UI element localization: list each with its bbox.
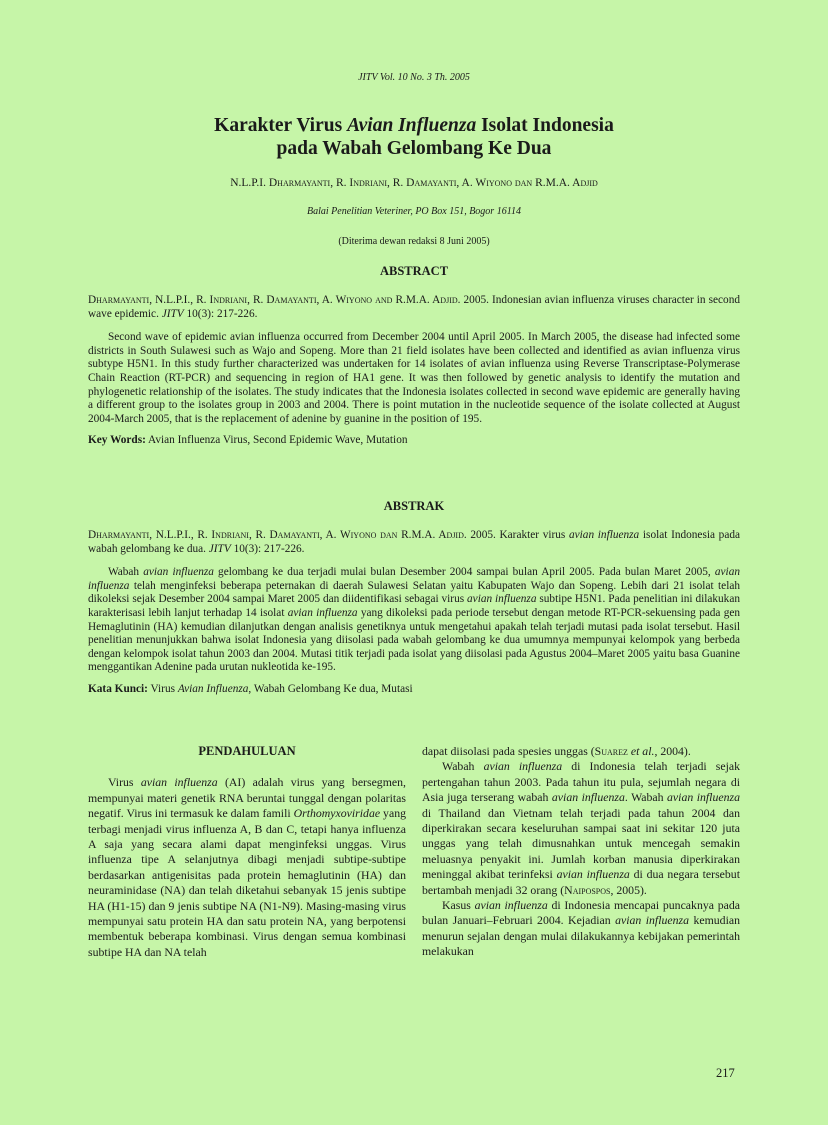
title-italic: Avian Influenza xyxy=(347,115,477,136)
intro-italic: avian influenza xyxy=(140,775,218,790)
abstrak-text: yang dikoleksi pada periode tersebut dengan metode RT-PCR-sekuensing pada gen Hemaglutinin (HA) kemudian dilanjutkan dengan analisis genetiknya untuk mengetahui apakah telah terjadi mutasi pada isolat tersebut. Hasil penelitian menunjukkan bahwa isolat Indonesia yang diisolasi pada wabah gelombang ke dua umumnya mempunyai kelompok yang berbeda dengan kelompok isolat tahun 2003 dan 2004. Mutasi titik terjadi pada isolat yang diisolasi pada Agustus 2004–Maret 2005 yaitu basa Guanine menggantikan Adenine pada urutan nukleotida ke-195. xyxy=(88,606,741,674)
abstrak-italic: avian influenza xyxy=(287,606,358,619)
abstract-block xyxy=(88,294,740,448)
right-paragraph-1 xyxy=(422,744,740,759)
right-text: di Thailand dan Vietnam telah terjadi pada tahun 2004 dan diperkirakan secara keseluruhan sampai saat ini sekitar 120 juta unggas yang telah dimusnahkan untuk mencegah semakin meluasnya penyakit ini. Jumlah korban manusia diperkirakan meninggal akibat terinfeksi xyxy=(422,805,740,882)
abstrak-block xyxy=(88,529,740,697)
right-citation-author: Suarez xyxy=(594,744,628,758)
abstrak-heading: ABSTRAK xyxy=(383,499,445,513)
citation-volume: 10(3): 217-226. xyxy=(183,307,258,320)
right-text: Kasus xyxy=(442,898,475,913)
right-text: . Wabah xyxy=(624,790,668,805)
title-text-b: Isolat Indonesia xyxy=(476,115,614,136)
right-italic: avian influenza xyxy=(667,790,740,805)
abstract-citation xyxy=(88,294,740,321)
abstrak-text: telah menginfeksi beberapa peternakan di daerah Sulawesi Selatan yaitu Kabupaten Wajo dan Sopeng. Lebih dari 21 isolat telah dikoleksi sejak Desember 2004 sampai Maret 2005 dan diidentifikasi sebagai virus xyxy=(88,579,740,606)
pendahuluan-heading: PENDAHULUAN xyxy=(198,744,296,758)
abstrak-italic: avian influenza xyxy=(88,566,740,592)
keywords-label: Key Words: xyxy=(88,434,146,447)
right-italic: avian influenza xyxy=(556,867,630,882)
right-paragraph-2 xyxy=(422,759,740,898)
abstrak-keywords xyxy=(88,683,740,697)
abstrak-italic: avian influenza xyxy=(143,566,214,579)
citation-text: . 2005. Indonesian avian influenza viruses character in second wave epidemic. xyxy=(88,294,741,320)
right-text: , 2005). xyxy=(610,882,647,897)
title-line-2: pada Wabah Gelombang Ke Dua xyxy=(276,138,552,159)
right-italic: et al. xyxy=(627,744,655,758)
intro-paragraph xyxy=(88,775,406,960)
journal-header: JITV Vol. 10 No. 3 Th. 2005 xyxy=(358,72,470,83)
right-text: kemudian menurun sejalan dengan mulai dilakukannya kebijakan pemerintah melakukan xyxy=(422,913,740,959)
right-citation-author: Naipospos xyxy=(564,882,611,897)
abstrak-text: Wabah xyxy=(108,566,144,579)
intro-text: (AI) adalah virus yang bersegmen, mempunyai materi genetik RNA beruntai tunggal dengan polaritas negatif. Virus ini termasuk ke dalam famili xyxy=(88,775,406,821)
right-italic: avian influenza xyxy=(474,898,548,913)
affiliation: Balai Penelitian Veteriner, PO Box 151, Bogor 16114 xyxy=(307,206,521,217)
right-text: di Indonesia telah terjadi sejak pertengahan tahun 2003. Pada tahun itu pula, sejumlah negara di Asia juga terserang wabah xyxy=(422,759,740,805)
abstrak-italic: avian influenza xyxy=(467,593,537,606)
abstrak-text: gelombang ke dua terjadi mulai bulan Desember 2004 sampai bulan April 2005. Pada bulan Maret 2005, xyxy=(213,566,715,579)
abstrak-body xyxy=(88,566,740,675)
abstrak-citation-text-2: isolat Indonesia pada wabah gelombang ke dua. xyxy=(88,529,741,555)
right-text: di Indonesia mencapai puncaknya pada bulan Januari–Februari 2004. Kejadian xyxy=(422,898,740,928)
abstrak-citation-italic: avian influenza xyxy=(569,529,640,541)
citation-journal: JITV xyxy=(161,307,184,320)
abstrak-text: subtipe H5N1. Pada penelitian ini dilakukan karakterisasi lebih lanjut terhadap 14 isolat xyxy=(88,593,740,619)
kata-kunci-text: Virus xyxy=(147,682,178,695)
title-text-a: Karakter Virus xyxy=(214,115,348,136)
right-column xyxy=(422,744,740,960)
article-title xyxy=(0,114,828,160)
right-italic: avian influenza xyxy=(615,913,690,928)
right-text: dapat diisolasi pada spesies unggas ( xyxy=(422,744,595,758)
abstrak-citation xyxy=(88,529,740,556)
received-date: (Diterima dewan redaksi 8 Juni 2005) xyxy=(338,236,490,247)
kata-kunci-label: Kata Kunci: xyxy=(88,682,148,695)
keywords-text: Avian Influenza Virus, Second Epidemic Wave, Mutation xyxy=(145,434,408,447)
abstrak-citation-authors: Dharmayanti, N.L.P.I., R. Indriani, R. Damayanti, A. Wiyono dan R.M.A. Adjid xyxy=(88,529,464,541)
right-text: Wabah xyxy=(442,759,484,774)
right-italic: avian influenza xyxy=(483,759,563,774)
author-list: N.L.P.I. Dharmayanti, R. Indriani, R. Damayanti, A. Wiyono dan R.M.A. Adjid xyxy=(230,177,598,189)
kata-kunci-text-2: , Wabah Gelombang Ke dua, Mutasi xyxy=(248,682,413,695)
abstrak-citation-journal: JITV xyxy=(208,542,231,555)
citation-authors: Dharmayanti, N.L.P.I., R. Indriani, R. Damayanti, A. Wiyono and R.M.A. Adjid xyxy=(88,294,458,306)
right-paragraph-3 xyxy=(422,898,740,960)
page-number: 217 xyxy=(716,1066,735,1080)
abstract-body: Second wave of epidemic avian influenza occurred from December 2004 until April 2005. In March 2005, the disease had infected some districts in South Sulawesi such as Wajo and Sopeng. More than 21 field isolates have been collected and identified as avian influenza virus subtype H5N1. In this study further characterized was undertaken for 14 isolates of avian influenza using Reverse Transcriptase-Polymerase Chain Reaction (RT-PCR) and sequencing in region of HA1 gene. It was then followed by genetic analysis to identify the mutation and phylogenetic relationship of the isolates. The study indicates that the Indonesia isolates collected in second wave epidemic are generally having a different group to the isolates group in 2003 and 2004. There is point mutation in the nucleotide sequence of the isolate collected at August 2004-March 2005, that is the replacement of adenine by guanine in the position of 195. xyxy=(88,331,740,425)
kata-kunci-italic: Avian Influenza xyxy=(177,682,249,695)
right-text: di dua negara tersebut bertambah menjadi 32 orang ( xyxy=(422,867,740,897)
abstract-heading: ABSTRACT xyxy=(379,264,449,278)
intro-italic: Orthomyxoviridae xyxy=(293,806,381,821)
intro-text: Virus xyxy=(108,775,141,790)
abstrak-citation-text: . 2005. Karakter virus xyxy=(463,529,569,541)
intro-text: yang terbagi menjadi virus influenza A, B dan C, tetapi hanya influenza A saja yang secara alami dapat menginfeksi unggas. Virus influenza tipe A selanjutnya dibagi menjadi subtipe-subtipe berdasarkan antigenisitas pada protein hemaglutinin (HA) dan neuraminidase (NA) dan telah diketahui sebanyak 15 jenis subtipe HA (H1-15) dan 9 jenis subtipe NA (N1-N9). Masing-masing virus mempunyai satu protein HA dan satu protein NA, yang berpotensi membentuk beberapa kombinasi. Virus dengan semua kombinasi subtipe HA dan NA telah xyxy=(88,806,406,959)
right-italic: avian influenza xyxy=(551,790,625,805)
left-column xyxy=(88,744,406,960)
abstrak-citation-volume: 10(3): 217-226. xyxy=(230,542,305,555)
abstract-keywords xyxy=(88,434,740,448)
right-text: , 2004). xyxy=(654,744,691,758)
